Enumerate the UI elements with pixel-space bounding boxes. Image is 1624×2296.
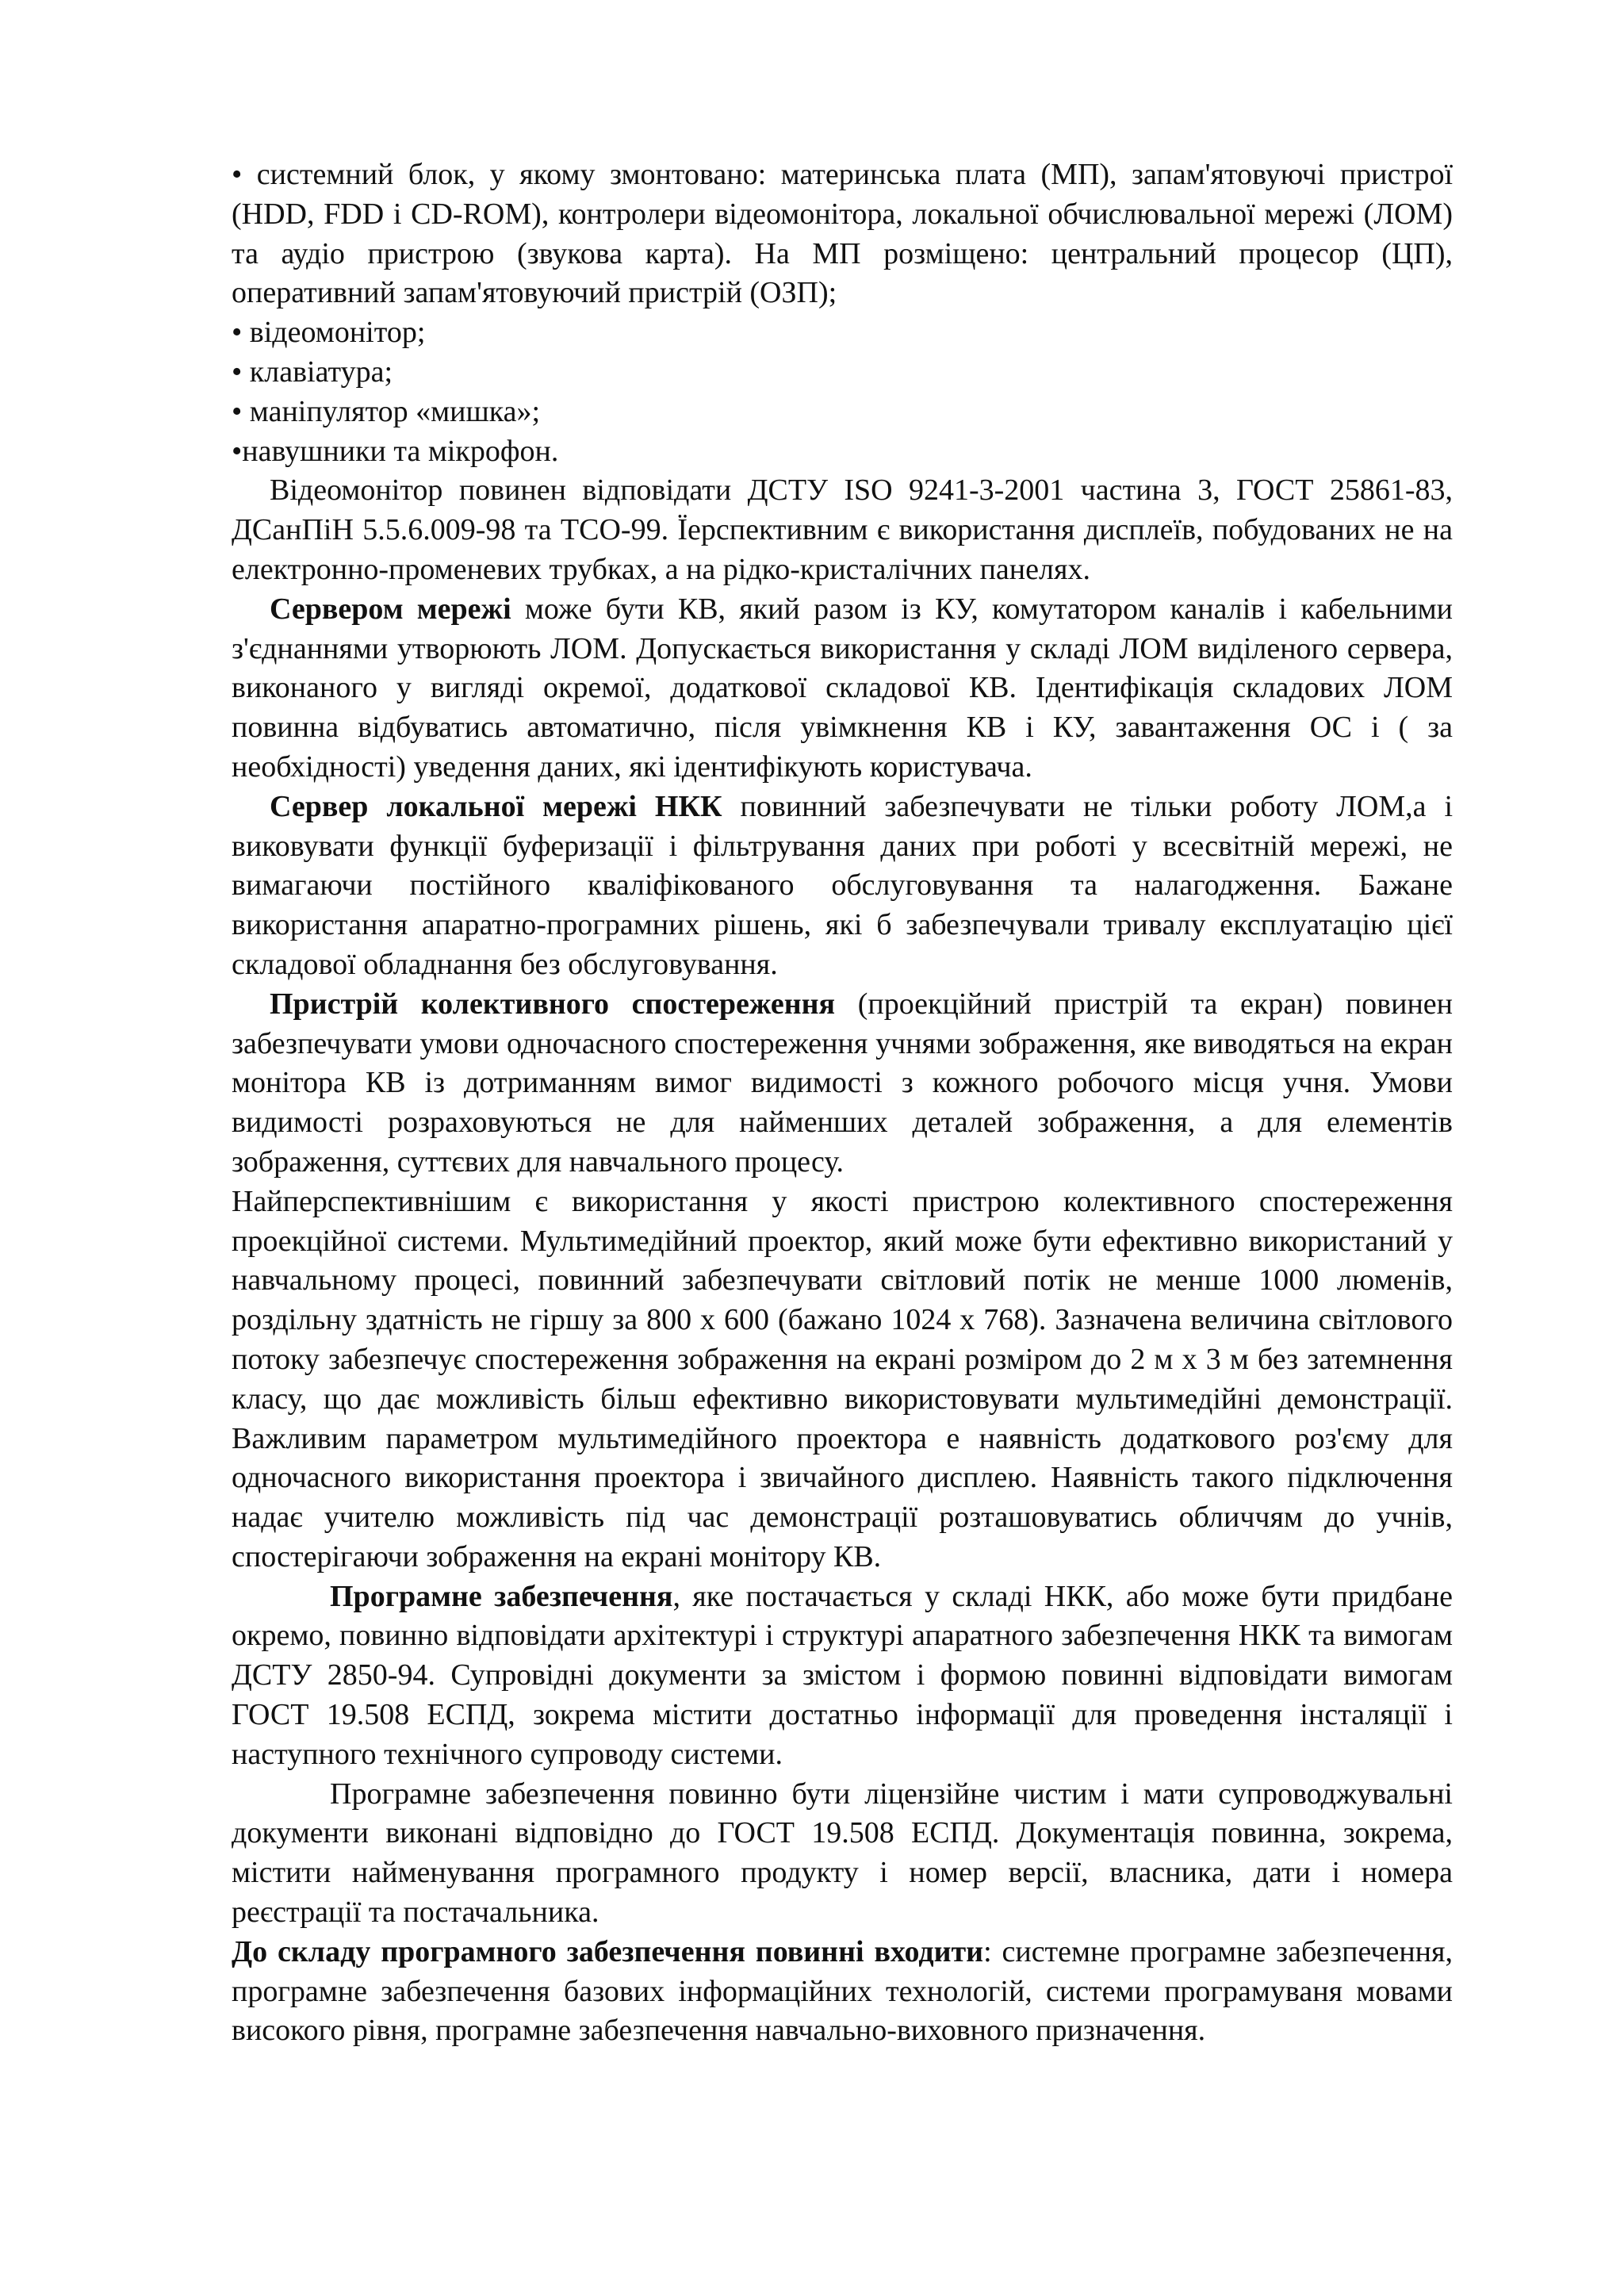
list-item-headphones	[232, 432, 1453, 472]
list-item-keyboard	[232, 353, 1453, 393]
document-body	[232, 155, 1453, 2051]
list-item-mouse	[232, 393, 1453, 432]
paragraph-text: повинний забезпечувати не тільки роботу ЛОМ,а і виковувати функції буферизації і фільтрування даних при роботі у всесвітній мережі, не вимагаючи постійного кваліфікованого обслуговування та налагодження. Бажане використання апаратно-програмних рішень, які б забезпечували тривалу експлуатацію цієї складової обладнання без обслуговування.	[232, 789, 1454, 981]
paragraph-bold-term: Сервером мережі	[270, 592, 511, 626]
paragraph-software-composition	[232, 1933, 1453, 2051]
paragraph-bold-term: Пристрій колективного спостереження	[270, 987, 836, 1021]
paragraph-bold-term: Програмне забезпечення	[330, 1579, 673, 1613]
paragraph-projector	[232, 1182, 1453, 1577]
paragraph-text: • системний блок, у якому змонтовано: материнська плата (МП), запам'ятовуючі пристрої (HDD, FDD і CD-ROM), контролери відеомонітора, локальної обчислювальної мережі (ЛОМ) та аудіо пристрою (звукова карта). На МП розміщено: центральний процесор (ЦП), оперативний запам'ятовуючий пристрій (ОЗП);	[232, 158, 1453, 310]
paragraph-text: Відеомонітор повинен відповідати ДСТУ ISO 9241-3-2001 частина 3, ГОСТ 25861-83, ДСанПіН 5.5.6.009-98 та ТСО-99. Їерспективним є використання дисплеїв, побудованих не на електронно-променевих трубках, а на рідко-кристалічних панелях.	[232, 473, 1453, 586]
paragraph-bold-term: Сервер локальної мережі НКК	[270, 789, 722, 823]
paragraph-text: (проекційний пристрій та екран) повинен забезпечувати умови одночасного спостереження учнями зображення, яке виводяться на екран монітора КВ із дотриманням вимог видимості з кожного робочого місця учня. Умови видимості розраховуються не для найменших деталей зображення, а для елементів зображення, суттєвих для навчального процесу.	[232, 987, 1453, 1179]
paragraph-text: •навушники та мікрофон.	[232, 434, 559, 468]
paragraph-bold-term: До складу програмного забезпечення повинні входити	[232, 1934, 984, 1968]
paragraph-local-network-server	[232, 788, 1453, 985]
paragraph-text: Програмне забезпечення повинно бути ліцензійне чистим і мати супроводжувальні документи виконані відповідно до ГОСТ 19.508 ЕСПД. Документація повинна, зокрема, містити найменування програмного продукту і номер версії, власника, дати і номера реєстрації та постачальника.	[232, 1777, 1453, 1930]
paragraph-collective-observation	[232, 985, 1453, 1182]
paragraph-text: • відеомонітор;	[232, 316, 426, 350]
paragraph-text: • маніпулятор «мишка»;	[232, 394, 541, 428]
list-item-monitor	[232, 313, 1453, 353]
paragraph-software	[232, 1577, 1453, 1775]
paragraph-monitor-requirements	[232, 471, 1453, 589]
paragraph-text: , яке постачається у складі НКК, або може бути придбане окремо, повинно відповідати архітектурі і структурі апаратного забезпечення НКК та вимогам ДСТУ 2850-94. Супровідні документи за змістом і формою повинні відповідати вимогам ГОСТ 19.508 ЕСПД, зокрема містити достатньо інформації для проведення інсталяції і наступного технічного супроводу системи.	[232, 1579, 1453, 1771]
paragraph-software-license	[232, 1775, 1453, 1933]
paragraph-system-unit	[232, 155, 1453, 313]
paragraph-text: може бути КВ, який разом із КУ, комутатором каналів і кабельними з'єднаннями утворюють ЛОМ. Допускається використання у складі ЛОМ виділеного сервера, виконаного у вигляді окремої, додаткової складової КВ. Ідентифікація складових ЛОМ повинна відбуватись автоматично, після увімкнення КВ і КУ, завантаження ОС і ( за необхідності) уведення даних, які ідентифікують користувача.	[232, 592, 1454, 784]
paragraph-text: : системне програмне забезпечення, програмне забезпечення базових інформаційних технологій, системи програмуваня мовами високого рівня, програмне забезпечення навчально-виховного призначення.	[232, 1934, 1454, 2048]
paragraph-network-server	[232, 590, 1453, 788]
paragraph-text: Найперспективнішим є використання у якості пристрою колективного спостереження проекційної системи. Мультимедійний проектор, який може бути ефективно використаний у навчальному процесі, повинний забезпечувати світловий потік не менше 1000 люменів, роздільну здатність не гіршу за 800 х 600 (бажано 1024 х 768). Зазначена величина світлового потоку забезпечує спостереження зображення на екрані розміром до 2 м х 3 м без затемнення класу, що дає можливість більш ефективно використовувати мультимедійні демонстрації. Важливим параметром мультимедійного проектора е наявність додаткового роз'єму для одночасного використання проектора і звичайного дисплею. Наявність такого підключення надає учителю можливість під час демонстрації розташовуватись обличчям до учнів, спостерігаючи зображення на екрані монітору КВ.	[232, 1184, 1453, 1573]
paragraph-text: • клавіатура;	[232, 355, 393, 389]
